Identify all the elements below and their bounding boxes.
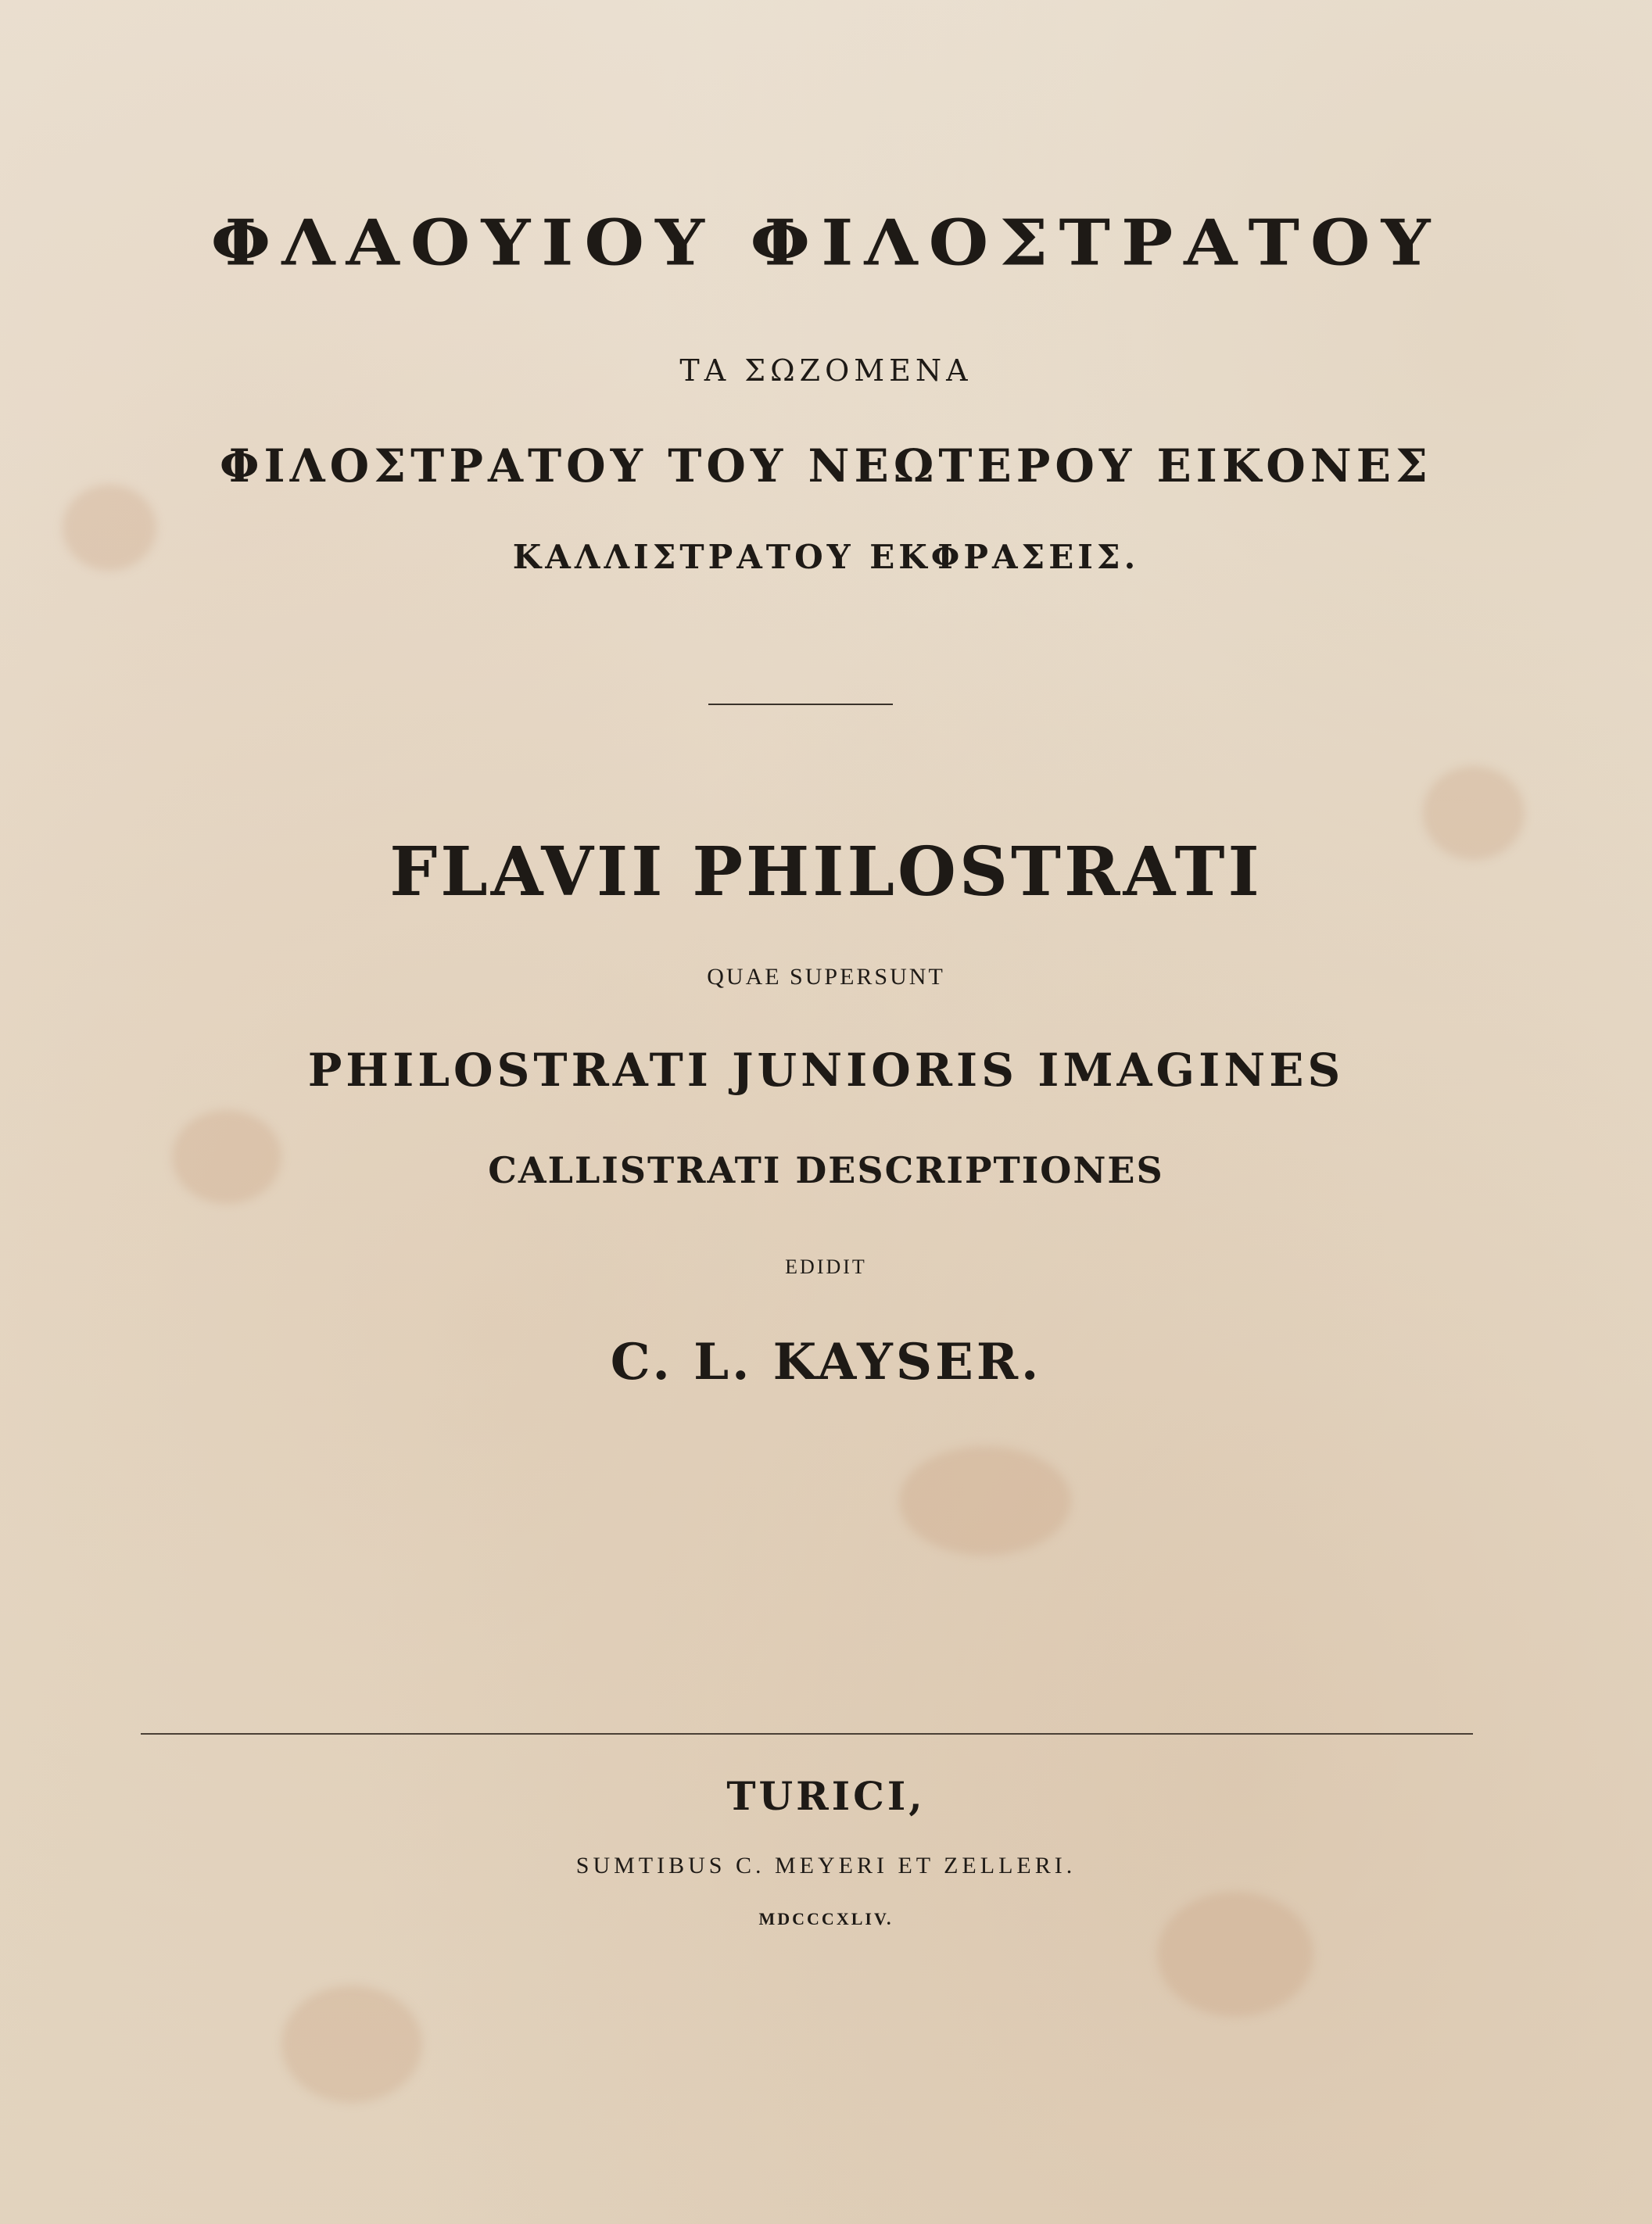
foxing-spot xyxy=(899,1446,1071,1556)
imprint-city: TURICI, xyxy=(726,1773,926,1819)
greek-works-line-2: ΚΑΛΛΙΣΤΡΑΤΟΥ ΕΚΦΡΑΣΕΙΣ. xyxy=(512,538,1140,576)
imprint-year: MDCCCXLIV. xyxy=(758,1909,894,1929)
latin-subtitle: QUAE SUPERSUNT xyxy=(707,964,945,990)
latin-author-title: FLAVII PHILOSTRATI xyxy=(389,833,1263,911)
edidit-label: EDIDIT xyxy=(785,1255,867,1278)
latin-works-line-2: CALLISTRATI DESCRIPTIONES xyxy=(488,1149,1164,1191)
latin-works-line: PHILOSTRATI JUNIORIS IMAGINES xyxy=(307,1044,1345,1097)
greek-subtitle: ΤΑ ΣΩΖΟΜΕΝΑ xyxy=(679,353,973,388)
foxing-spot xyxy=(281,1986,422,2103)
greek-works-line: ΦΙΛΟΣΤΡΑΤΟΥ ΤΟΥ ΝΕΩΤΕΡΟΥ ΕΙΚΟΝΕΣ xyxy=(220,439,1432,492)
section-divider xyxy=(708,704,893,705)
greek-author-title: ΦΛΑΟΥΙΟΥ ΦΙΛΟΣΤΡΑΤΟΥ xyxy=(210,205,1442,280)
imprint-publisher: SUMTIBUS C. MEYERI ET ZELLERI. xyxy=(575,1853,1077,1878)
imprint-divider xyxy=(141,1733,1473,1735)
editor-name: C. L. KAYSER. xyxy=(610,1333,1042,1391)
